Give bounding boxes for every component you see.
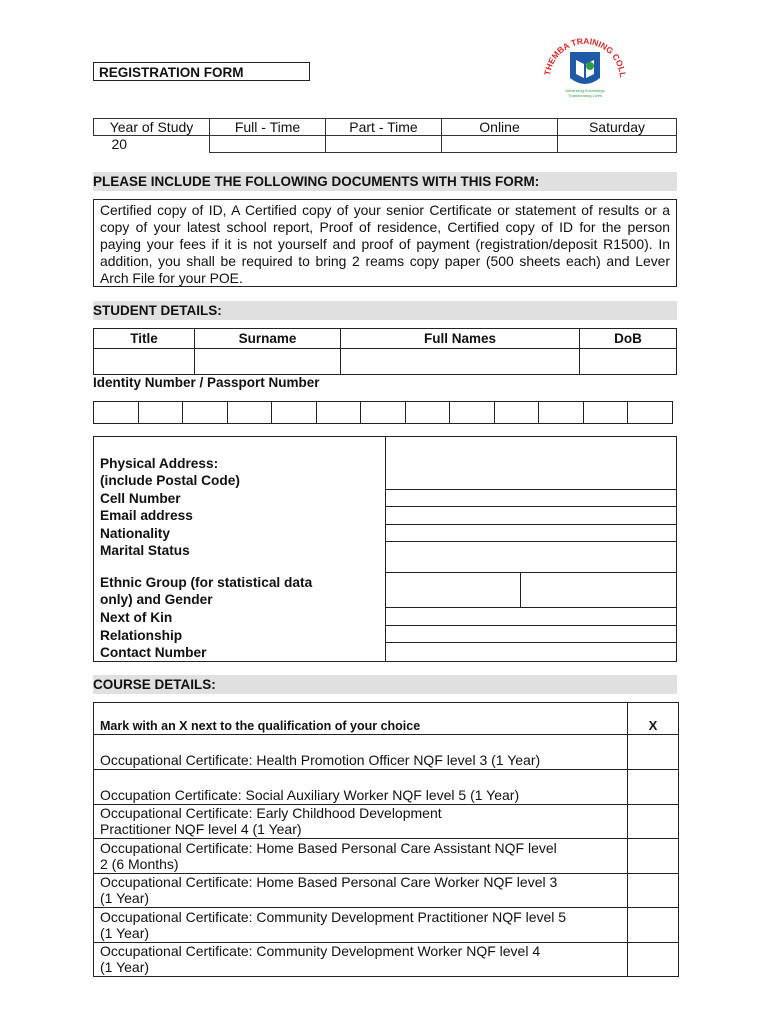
qualification-line: Occupational Certificate: Home Based Personal Care Worker NQF level 3	[100, 874, 558, 890]
course-instruction: Mark with an X next to the qualification of your choice	[94, 703, 628, 735]
col-dob: DoB	[580, 329, 677, 349]
year-of-study-field[interactable]: 20	[94, 136, 210, 153]
part-time-field[interactable]	[326, 136, 442, 153]
qualification-mark-box[interactable]	[628, 839, 679, 874]
course-details-heading: COURSE DETAILS:	[93, 675, 677, 694]
study-header-part-time: Part - Time	[326, 119, 442, 136]
qualification-line: Occupational Certificate: Early Childhood Development	[100, 805, 442, 821]
id-digit-box[interactable]	[272, 402, 317, 424]
id-digit-box[interactable]	[539, 402, 584, 424]
cell-number-label: Cell Number	[100, 491, 181, 506]
qualification-mark-box[interactable]	[628, 874, 679, 908]
title-field[interactable]	[94, 349, 195, 375]
online-field[interactable]	[442, 136, 558, 153]
qualification-mark-box[interactable]	[628, 805, 679, 839]
study-header-year: Year of Study	[94, 119, 210, 136]
qualification-line: 2 (6 Months)	[100, 856, 179, 872]
id-digit-box[interactable]	[183, 402, 228, 424]
id-digit-box[interactable]	[583, 402, 628, 424]
student-details-table	[93, 328, 677, 375]
qualification-row	[94, 735, 628, 770]
student-details-heading: STUDENT DETAILS:	[93, 301, 677, 320]
id-digit-box[interactable]	[361, 402, 406, 424]
saturday-field[interactable]	[558, 136, 677, 153]
email-label: Email address	[100, 508, 193, 523]
qualification-mark-box[interactable]	[628, 770, 679, 805]
form-title: REGISTRATION FORM	[93, 62, 310, 81]
physical-address-label: Physical Address:	[100, 456, 219, 471]
qualification-line: Practitioner NQF level 4 (1 Year)	[100, 821, 302, 837]
documents-text: Certified copy of ID, A Certified copy of your senior Certificate or statement of results or a copy of your latest school report, Proof of residence, Certified copy of ID for the person paying your fees if it is not yourself and proof of payment (registration/deposit R1500). In addition, you shall be required to bring 2 reams copy paper (500 sheets each) and Lever Arch File for your POE.	[93, 199, 677, 287]
gender-label: only) and Gender	[100, 592, 213, 607]
id-digit-box[interactable]	[628, 402, 673, 424]
next-of-kin-field[interactable]	[386, 608, 676, 625]
qualification-line: Occupational Certificate: Health Promotion Officer NQF level 3 (1 Year)	[100, 752, 541, 768]
postal-code-label: (include Postal Code)	[100, 473, 240, 488]
qualification-mark-box[interactable]	[628, 943, 679, 977]
logo-tagline-2: Transforming Lives	[568, 93, 602, 98]
personal-details-block	[93, 436, 677, 662]
ethnic-group-label: Ethnic Group (for statistical data	[100, 575, 313, 590]
physical-address-field[interactable]	[386, 437, 676, 489]
qualification-line: Occupational Certificate: Community Development Practitioner NQF level 5	[100, 909, 567, 925]
logo-name: THEMBA TRAINING COLL	[542, 35, 629, 78]
study-header-saturday: Saturday	[558, 119, 677, 136]
study-mode-table	[93, 118, 677, 153]
logo-tagline-1: Advancing Knowledge	[565, 88, 605, 93]
next-of-kin-label: Next of Kin	[100, 610, 173, 625]
mark-header: X	[628, 703, 679, 735]
ethnic-group-field[interactable]	[386, 573, 521, 607]
qualification-line: (1 Year)	[100, 925, 150, 941]
id-digit-box[interactable]	[316, 402, 361, 424]
id-digit-box[interactable]	[227, 402, 272, 424]
qualification-line: (1 Year)	[100, 959, 150, 975]
qualification-row	[94, 839, 628, 874]
col-title: Title	[94, 329, 195, 349]
qualification-row	[94, 908, 628, 943]
documents-heading: PLEASE INCLUDE THE FOLLOWING DOCUMENTS WITH THIS FORM:	[93, 172, 677, 191]
relationship-field[interactable]	[386, 626, 676, 642]
dob-field[interactable]	[580, 349, 677, 375]
id-digit-box[interactable]	[494, 402, 539, 424]
contact-number-field[interactable]	[386, 643, 676, 661]
marital-status-field[interactable]	[386, 542, 676, 572]
course-table	[93, 702, 679, 977]
full-time-field[interactable]	[210, 136, 326, 153]
gender-field[interactable]	[522, 573, 676, 607]
study-header-online: Online	[442, 119, 558, 136]
college-logo	[540, 34, 630, 104]
qualification-line: Occupational Certificate: Home Based Personal Care Assistant NQF level	[100, 840, 557, 856]
qualification-row	[94, 770, 628, 805]
email-field[interactable]	[386, 507, 676, 524]
contact-number-label: Contact Number	[100, 645, 207, 660]
id-digit-box[interactable]	[94, 402, 139, 424]
qualification-row	[94, 805, 628, 839]
study-header-full-time: Full - Time	[210, 119, 326, 136]
id-digit-box[interactable]	[450, 402, 495, 424]
qualification-line: (1 Year)	[100, 890, 150, 906]
qualification-mark-box[interactable]	[628, 908, 679, 943]
relationship-label: Relationship	[100, 628, 183, 643]
id-digit-box[interactable]	[138, 402, 183, 424]
nationality-label: Nationality	[100, 526, 170, 541]
logo-shield	[570, 52, 600, 84]
id-digit-box[interactable]	[405, 402, 450, 424]
col-full-names: Full Names	[341, 329, 580, 349]
qualification-line: Occupational Certificate: Community Development Worker NQF level 4	[100, 943, 541, 959]
nationality-field[interactable]	[386, 525, 676, 541]
qualification-row	[94, 874, 628, 908]
cell-number-field[interactable]	[386, 490, 676, 506]
full-names-field[interactable]	[341, 349, 580, 375]
qualification-row	[94, 943, 628, 977]
col-surname: Surname	[195, 329, 341, 349]
marital-status-label: Marital Status	[100, 543, 190, 558]
id-number-grid	[93, 401, 673, 424]
qualification-line: Occupation Certificate: Social Auxiliary Worker NQF level 5 (1 Year)	[100, 787, 520, 803]
id-number-label: Identity Number / Passport Number	[93, 375, 320, 390]
surname-field[interactable]	[195, 349, 341, 375]
qualification-mark-box[interactable]	[628, 735, 679, 770]
